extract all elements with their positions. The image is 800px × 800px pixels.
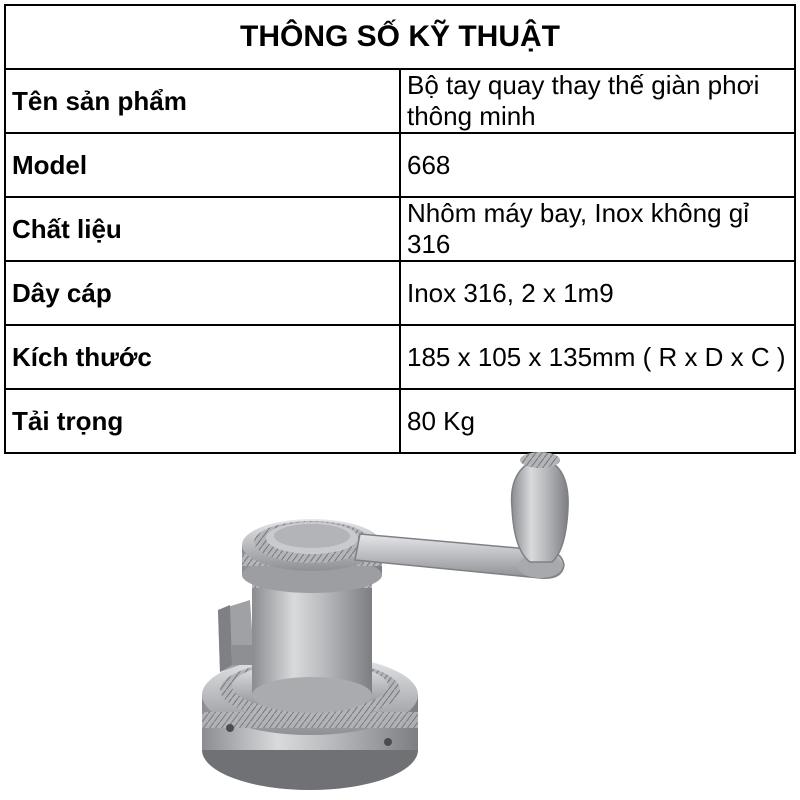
spec-label: Model bbox=[5, 133, 400, 197]
spec-row bbox=[5, 197, 795, 261]
mounting-clamp bbox=[218, 600, 254, 672]
spec-title: THÔNG SỐ KỸ THUẬT bbox=[5, 5, 795, 69]
spec-label: Dây cáp bbox=[5, 261, 400, 325]
spec-value: 80 Kg bbox=[400, 389, 795, 453]
spec-table bbox=[4, 4, 796, 454]
spec-row bbox=[5, 133, 795, 197]
crank-winch-product-image bbox=[190, 450, 610, 800]
spec-value: 185 x 105 x 135mm ( R x D x C ) bbox=[400, 325, 795, 389]
spec-value: Bộ tay quay thay thế giàn phơi thông minh bbox=[400, 69, 795, 133]
spec-value: Nhôm máy bay, Inox không gỉ 316 bbox=[400, 197, 795, 261]
crank-handle bbox=[512, 452, 569, 562]
spec-row bbox=[5, 325, 795, 389]
spec-row bbox=[5, 389, 795, 453]
spec-label: Tên sản phẩm bbox=[5, 69, 400, 133]
spec-label: Tải trọng bbox=[5, 389, 400, 453]
spec-value: 668 bbox=[400, 133, 795, 197]
spec-value: Inox 316, 2 x 1m9 bbox=[400, 261, 795, 325]
spec-row bbox=[5, 261, 795, 325]
spec-label: Chất liệu bbox=[5, 197, 400, 261]
spec-label: Kích thước bbox=[5, 325, 400, 389]
spec-row bbox=[5, 69, 795, 133]
